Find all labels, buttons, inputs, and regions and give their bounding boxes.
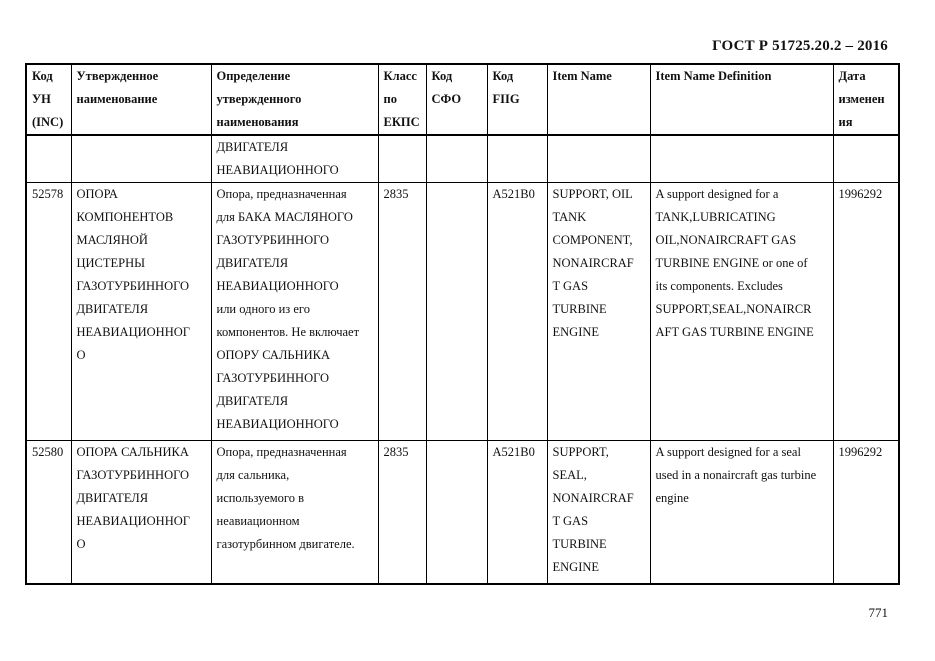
header-inc-code: Код УН (INC) (26, 64, 71, 135)
header-sfo-code: Код СФО (426, 64, 487, 135)
header-approved-name: Утвержденное наименование (71, 64, 211, 135)
cell-fiig-code: A521B0 (487, 441, 547, 585)
cell-change-date: 1996292 (833, 183, 899, 441)
header-change-date: Дата изменен ия (833, 64, 899, 135)
cell-approved-name: ОПОРА САЛЬНИКА ГАЗОТУРБИННОГО ДВИГАТЕЛЯ НЕАВИАЦИОННОГ О (71, 441, 211, 585)
nomenclature-table (25, 63, 900, 585)
cell-approved-name: ОПОРА КОМПОНЕНТОВ МАСЛЯНОЙ ЦИСТЕРНЫ ГАЗОТУРБИННОГО ДВИГАТЕЛЯ НЕАВИАЦИОННОГ О (71, 183, 211, 441)
header-name-definition: Определение утвержденного наименования (211, 64, 378, 135)
cell-item-name (547, 135, 650, 183)
cell-name-definition: ДВИГАТЕЛЯ НЕАВИАЦИОННОГО (211, 135, 378, 183)
cell-name-definition: Опора, предназначенная для сальника, используемого в неавиационном газотурбинном двигателе. (211, 441, 378, 585)
table-row (26, 135, 899, 183)
table-header-row (26, 64, 899, 135)
cell-sfo-code (426, 135, 487, 183)
cell-name-definition: Опора, предназначенная для БАКА МАСЛЯНОГО ГАЗОТУРБИННОГО ДВИГАТЕЛЯ НЕАВИАЦИОННОГО или одного из его компонентов. Не включает ОПОРУ САЛЬНИКА ГАЗОТУРБИННОГО ДВИГАТЕЛЯ НЕАВИАЦИОННОГО (211, 183, 378, 441)
header-fiig-code: Код FIIG (487, 64, 547, 135)
page-number: 771 (868, 605, 888, 620)
cell-item-name: SUPPORT, SEAL, NONAIRCRAF T GAS TURBINE ENGINE (547, 441, 650, 585)
cell-item-name-definition: A support designed for a TANK,LUBRICATING OIL,NONAIRCRAFT GAS TURBINE ENGINE or one of its components. Excludes SUPPORT,SEAL,NONAIRCR AFT GAS TURBINE ENGINE (650, 183, 833, 441)
cell-inc-code: 52580 (26, 441, 71, 585)
cell-item-name-definition (650, 135, 833, 183)
cell-change-date: 1996292 (833, 441, 899, 585)
header-item-name: Item Name (547, 64, 650, 135)
cell-item-name: SUPPORT, OIL TANK COMPONENT, NONAIRCRAF T GAS TURBINE ENGINE (547, 183, 650, 441)
cell-fiig-code (487, 135, 547, 183)
header-item-name-definition: Item Name Definition (650, 64, 833, 135)
cell-item-name-definition: A support designed for a seal used in a nonaircraft gas turbine engine (650, 441, 833, 585)
document-standard-title: ГОСТ Р 51725.20.2 – 2016 (712, 38, 888, 54)
cell-change-date (833, 135, 899, 183)
cell-sfo-code (426, 441, 487, 585)
header-ekps-class: Класс по ЕКПС (378, 64, 426, 135)
cell-ekps-class (378, 135, 426, 183)
cell-approved-name (71, 135, 211, 183)
cell-inc-code: 52578 (26, 183, 71, 441)
cell-ekps-class: 2835 (378, 183, 426, 441)
cell-sfo-code (426, 183, 487, 441)
cell-fiig-code: A521B0 (487, 183, 547, 441)
table-row (26, 183, 899, 441)
cell-inc-code (26, 135, 71, 183)
cell-ekps-class: 2835 (378, 441, 426, 585)
table-row (26, 441, 899, 585)
